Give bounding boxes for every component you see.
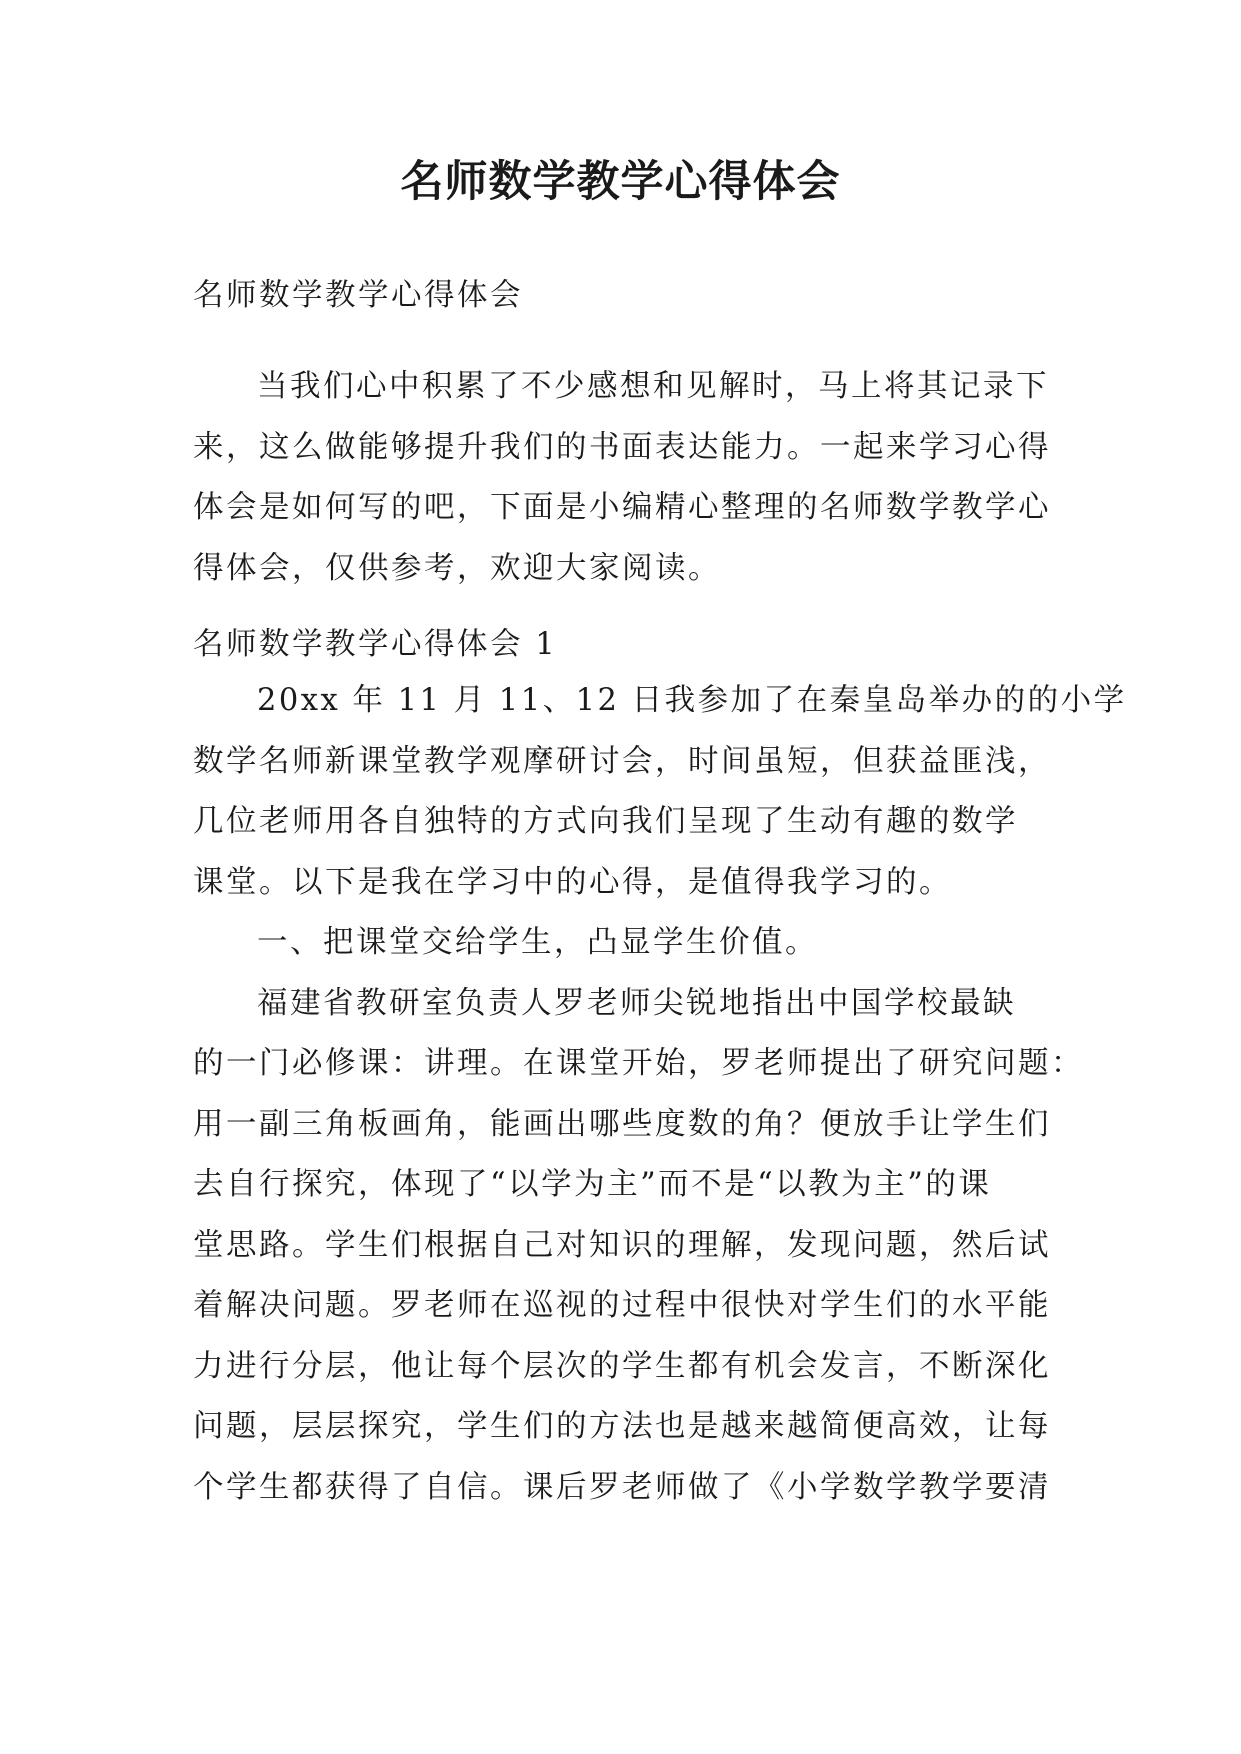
intro-line: 来，这么做能够提升我们的书面表达能力。一起来学习心得 [193, 429, 1051, 465]
body-line: 一、把课堂交给学生，凸显学生价值。 [257, 925, 818, 960]
body-line: 课堂。以下是我在学习中的心得，是值得我学习的。 [193, 864, 952, 900]
body-line: 问题，层层探究，学生们的方法也是越来越简便高效，让每 [193, 1409, 1051, 1444]
body-line: 个学生都获得了自信。课后罗老师做了《小学数学教学要清 [193, 1469, 1051, 1505]
body-line: 去自行探究，体现了“以学为主”而不是“以教为主”的课 [193, 1167, 992, 1202]
document-title: 名师数学教学心得体会 [400, 157, 841, 207]
body-line: 的一门必修课：讲理。在课堂开始，罗老师提出了研究问题： [193, 1046, 1084, 1081]
body-line: 数学名师新课堂教学观摩研讨会，时间虽短，但获益匪浅， [193, 743, 1051, 779]
body-line: 力进行分层，他让每个层次的学生都有机会发言，不断深化 [193, 1348, 1051, 1384]
body-line: 堂思路。学生们根据自己对知识的理解，发现问题，然后试 [193, 1227, 1051, 1263]
body-line: 20xx 年 11 月 11、12 日我参加了在秦皇岛举办的的小学 [257, 683, 1127, 718]
body-line: 福建省教研室负责人罗老师尖锐地指出中国学校最缺 [257, 985, 1016, 1021]
intro-line: 体会是如何写的吧，下面是小编精心整理的名师数学教学心 [193, 490, 1051, 525]
document-subtitle: 名师数学教学心得体会 [193, 278, 523, 313]
body-line: 几位老师用各自独特的方式向我们呈现了生动有趣的数学 [193, 804, 1018, 839]
intro-line: 当我们心中积累了不少感想和见解时，马上将其记录下 [257, 369, 1049, 404]
body-paragraphs [193, 671, 1127, 1518]
section-heading: 名师数学教学心得体会 1 [193, 627, 558, 662]
body-line: 着解决问题。罗老师在巡视的过程中很快对学生们的水平能 [193, 1288, 1051, 1323]
intro-paragraph [193, 357, 1053, 599]
intro-line: 得体会，仅供参考，欢迎大家阅读。 [193, 550, 721, 586]
body-line: 用一副三角板画角，能画出哪些度数的角？便放手让学生们 [193, 1106, 1051, 1142]
